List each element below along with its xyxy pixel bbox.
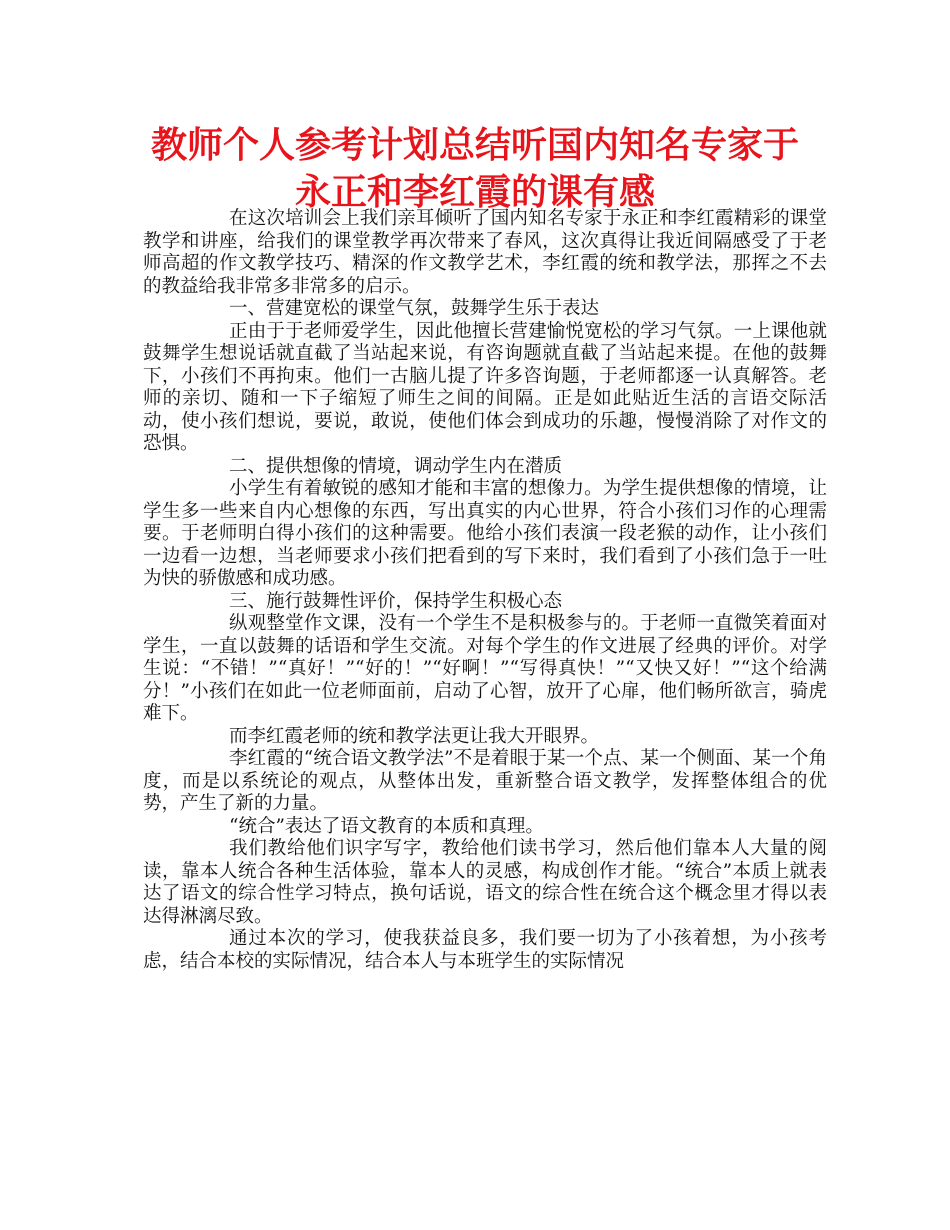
body-paragraph: 李红霞的“统合语文教学法”不是着眼于某一个点、某一个侧面、某一个角度，而是以系统论的观点，从整体出发，重新整合语文教学，发挥整体组合的优势，产生了新的力量。 bbox=[143, 748, 827, 814]
document-title bbox=[120, 122, 830, 216]
section-heading-3: 三、施行鼓舞性评价，保持学生积极心态 bbox=[229, 590, 563, 612]
title-line-2: 永正和李红霞的课有感 bbox=[294, 172, 655, 213]
intro-paragraph: 在这次培训会上我们亲耳倾听了国内知名专家于永正和李红霞精彩的课堂教学和讲座，给我们的课堂教学再次带来了春风，这次真得让我近间隔感受了于老师高超的作文教学技巧、精深的作文教学艺术，李红霞的统和教学法，那挥之不去的教益给我非常多非常多的启示。 bbox=[143, 208, 827, 297]
body-paragraph: 通过本次的学习，使我获益良多，我们要一切为了小孩着想，为小孩考虑，结合本校的实际情况，结合本人与本班学生的实际情况 bbox=[143, 928, 827, 972]
body-paragraph: 正由于于老师爱学生，因此他擅长营建愉悦宽松的学习气氛。一上课他就鼓舞学生想说话就直截了当站起来说，有咨询题就直截了当站起来提。在他的鼓舞下，小孩们不再拘束。他们一古脑儿提了许多咨询题，于老师都逐一认真解答。老师的亲切、随和一下子缩短了师生之间的间隔。正是如此贴近生活的言语交际活动，使小孩们想说，要说，敢说，使他们体会到成功的乐趣，慢慢消除了对作文的恐惧。 bbox=[143, 320, 827, 454]
body-paragraph: 纵观整堂作文课，没有一个学生不是积极参与的。于老师一直微笑着面对学生，一直以鼓舞的话语和学生交流。对每个学生的作文进展了经典的评价。对学生说：“不错！”“真好！”“好的！”“好啊！”“写得真快！”“又快又好！”“这个给满分！”小孩们在如此一位老师面前，启动了心智，放开了心扉，他们畅所欲言，骑虎难下。 bbox=[143, 613, 827, 724]
section-heading-1: 一、营建宽松的课堂气氛，鼓舞学生乐于表达 bbox=[229, 298, 600, 319]
body-paragraph: 而李红霞老师的统和教学法更让我大开眼界。 bbox=[229, 725, 600, 747]
body-paragraph: 我们教给他们识字写字，教给他们读书学习，然后他们靠本人大量的阅读，靠本人统合各种生活体验，靠本人的灵感，构成创作才能。“统合”本质上就表达了语文的综合性学习特点，换句话说，语文的综合性在统合这个概念里才得以表达得淋漓尽致。 bbox=[143, 838, 827, 927]
section-heading-2: 二、提供想像的情境，调动学生内在潜质 bbox=[229, 455, 563, 477]
title-line-1: 教师个人参考计划总结听国内知名专家于 bbox=[150, 125, 799, 166]
body-paragraph: “统合”表达了语文教育的本质和真理。 bbox=[229, 815, 544, 837]
body-paragraph: 小学生有着敏锐的感知才能和丰富的想像力。为学生提供想像的情境，让学生多一些来自内心想像的东西，写出真实的内心世界，符合小孩们习作的心理需要。于老师明白得小孩们的这种需要。他给小孩们表演一段老猴的动作，让小孩们一边看一边想，当老师要求小孩们把看到的写下来时，我们看到了小孩们急于一吐为快的骄傲感和成功感。 bbox=[143, 478, 827, 589]
document-body bbox=[143, 208, 827, 973]
